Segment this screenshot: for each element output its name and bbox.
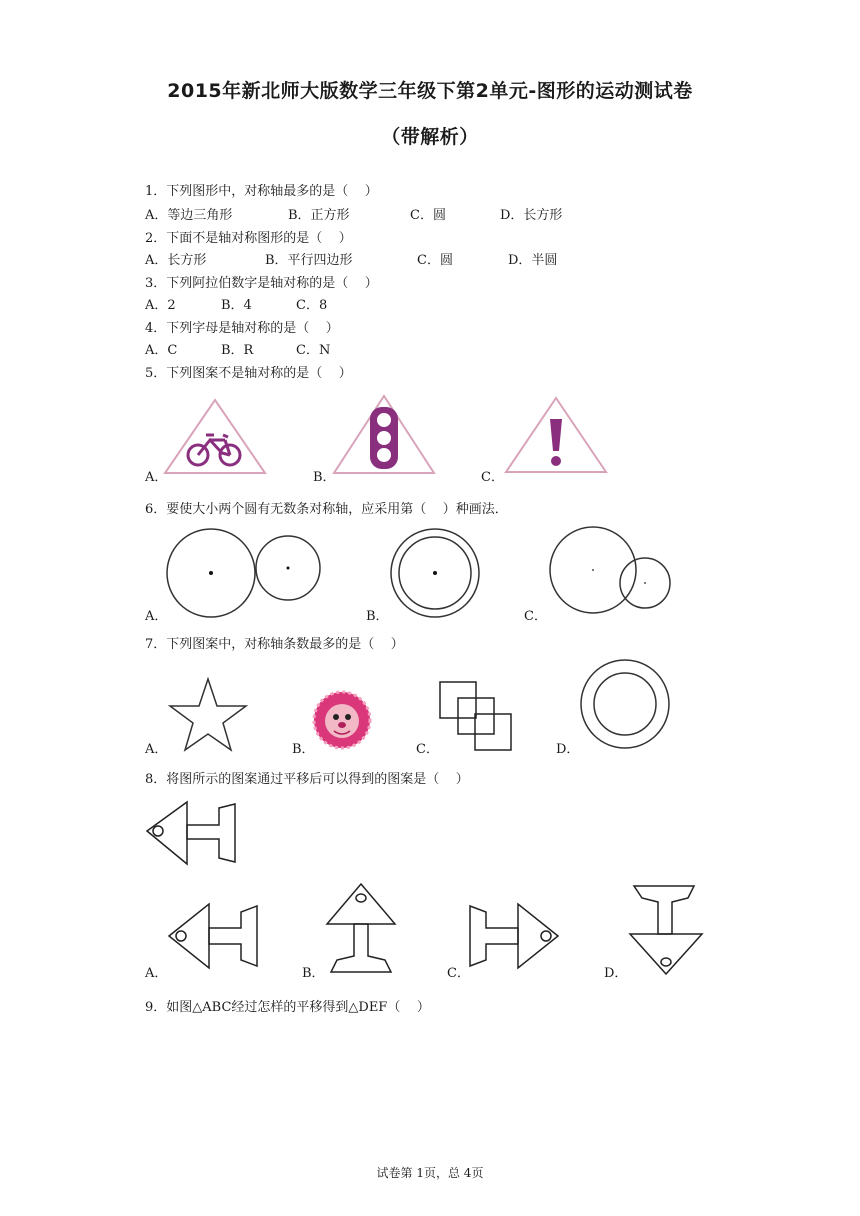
q5-label-b: B． [313,470,336,485]
q8-label-c: C． [447,966,470,981]
q4-option-a: A．C [145,343,178,358]
q6-label-c: C． [524,609,547,624]
q1-option-d: D．长方形 [500,208,563,223]
q7-stem: 7．下列图案中，对称轴条数最多的是（ ） [145,637,404,652]
q7-label-d: D． [556,742,580,757]
traffic-light-sign-figure [332,393,437,475]
q5-label-c: C． [481,470,504,485]
q2-option-a: A．长方形 [145,253,207,268]
fish-shape-option-d-figure [626,882,710,978]
q9-stem: 9．如图△ABC经过怎样的平移得到△DEF（ ） [145,1000,430,1015]
q3-stem: 3．下列阿拉伯数字是轴对称的是（ ） [145,276,378,291]
title-line-1: 2015年新北师大版数学三年级下第2单元-图形的运动测试卷 [167,80,693,102]
fish-shape-original-figure [143,800,239,870]
q2-stem: 2．下面不是轴对称图形的是（ ） [145,231,352,246]
q1-option-b: B．正方形 [288,208,350,223]
q7-label-a: A． [145,742,168,757]
concentric-circles-figure [388,527,482,621]
ring-figure [578,658,672,752]
exclamation-sign-figure [503,395,609,475]
q7-label-c: C． [416,742,439,757]
star-figure [165,676,251,752]
q6-stem: 6．要使大小两个圆有无数条对称轴，应采用第（ ）种画法． [145,502,508,517]
q2-option-c: C．圆 [417,253,453,268]
fish-shape-option-c-figure [466,900,562,972]
overlapping-circles-figure [548,520,674,620]
q5-stem: 5．下列图案不是轴对称的是（ ） [145,366,352,381]
q1-option-c: C．圆 [410,208,446,223]
q8-stem: 8．将图所示的图案通过平移后可以得到的图案是（ ） [145,772,469,787]
q4-stem: 4．下列字母是轴对称的是（ ） [145,321,339,336]
q1-stem: 1．下列图形中，对称轴最多的是（ ） [145,184,378,199]
q4-option-b: B．R [221,343,254,358]
bicycle-sign-figure [160,395,270,475]
q2-option-b: B．平行四边形 [265,253,353,268]
fish-shape-option-b-figure [323,880,399,976]
overlapping-squares-figure [438,680,514,752]
page-footer: 试卷第 1页，总 4页 [376,1166,484,1180]
q6-label-a: A． [145,609,168,624]
q3-option-a: A．2 [145,298,176,313]
lion-face-figure [312,690,372,750]
q5-label-a: A． [145,470,168,485]
q3-option-b: B．4 [221,298,252,313]
q1-option-a: A．等边三角形 [145,208,233,223]
q8-label-b: B． [302,966,325,981]
fish-shape-option-a-figure [165,900,261,972]
q3-option-c: C．8 [296,298,328,313]
q6-label-b: B． [366,609,389,624]
q4-option-c: C．N [296,343,331,358]
q8-label-d: D． [604,966,628,981]
tangent-circles-figure [163,527,325,623]
q2-option-d: D．半圆 [508,253,558,268]
q8-label-a: A． [145,966,168,981]
title-line-2: （带解析） [381,126,479,148]
q7-label-b: B． [292,742,315,757]
